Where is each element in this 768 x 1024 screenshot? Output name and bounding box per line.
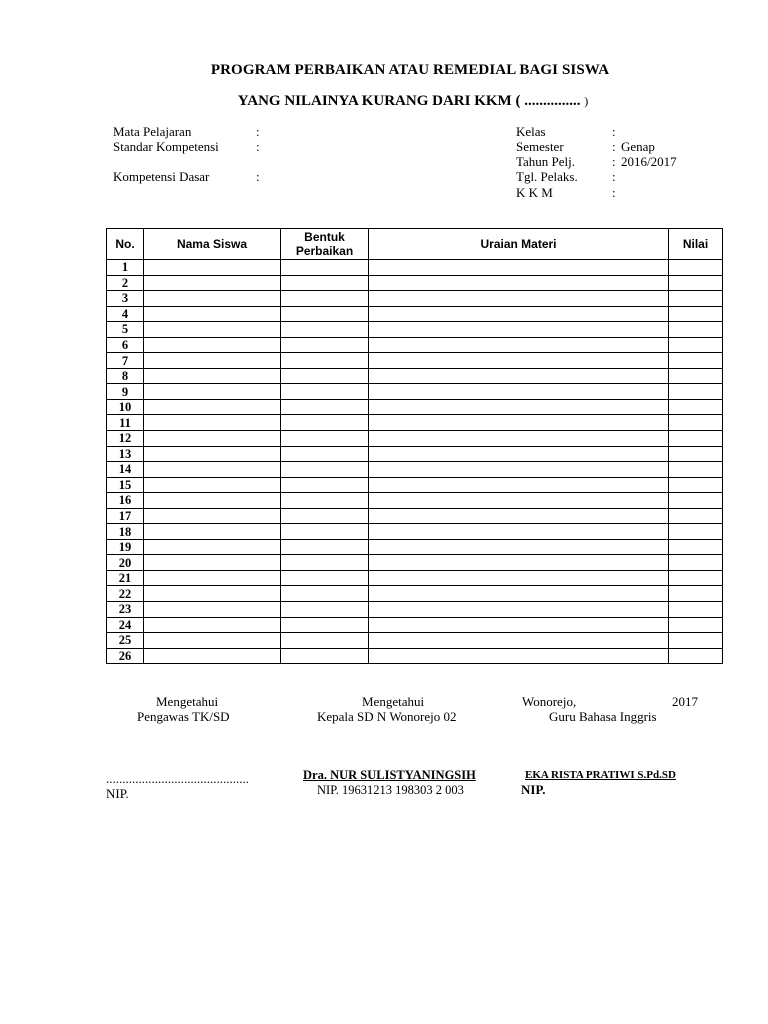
cell-nama-siswa[interactable] (144, 322, 281, 338)
info-standar-kompetensi (113, 139, 219, 154)
cell-nama-siswa[interactable] (144, 462, 281, 478)
cell-bentuk-perbaikan[interactable] (281, 260, 369, 276)
cell-bentuk-perbaikan[interactable] (281, 633, 369, 649)
cell-nama-siswa[interactable] (144, 477, 281, 493)
cell-nilai[interactable] (669, 633, 723, 649)
cell-uraian-materi[interactable] (369, 399, 669, 415)
cell-nama-siswa[interactable] (144, 275, 281, 291)
info-label: Kompetensi Dasar (113, 169, 210, 184)
cell-nilai[interactable] (669, 462, 723, 478)
cell-nama-siswa[interactable] (144, 555, 281, 571)
cell-uraian-materi[interactable] (369, 555, 669, 571)
row-number: 3 (107, 291, 144, 307)
table-row (107, 260, 723, 276)
cell-nilai[interactable] (669, 384, 723, 400)
header-nama-siswa: Nama Siswa (144, 229, 281, 260)
cell-nama-siswa[interactable] (144, 431, 281, 447)
cell-bentuk-perbaikan[interactable] (281, 617, 369, 633)
cell-nama-siswa[interactable] (144, 508, 281, 524)
info-label-tgl: Tgl. Pelaks. (516, 169, 578, 184)
cell-bentuk-perbaikan[interactable] (281, 353, 369, 369)
sig-right-place: Wonorejo, (522, 694, 577, 709)
table-row (107, 446, 723, 462)
table-row (107, 602, 723, 618)
table-row (107, 555, 723, 571)
cell-nilai[interactable] (669, 306, 723, 322)
remedial-table (106, 228, 723, 664)
cell-uraian-materi[interactable] (369, 415, 669, 431)
row-number: 7 (107, 353, 144, 369)
info-label: Standar Kompetensi (113, 139, 219, 154)
sig-right-name: EKA RISTA PRATIWI S.Pd.SD (525, 769, 676, 781)
table-row (107, 493, 723, 509)
cell-nama-siswa[interactable] (144, 353, 281, 369)
subtitle-close-paren: ) (584, 94, 589, 108)
info-label: Mata Pelajaran (113, 124, 192, 139)
row-number: 14 (107, 462, 144, 478)
cell-nilai[interactable] (669, 322, 723, 338)
info-value-tahun: 2016/2017 (621, 154, 677, 169)
cell-uraian-materi[interactable] (369, 633, 669, 649)
info-sep: : (256, 124, 260, 139)
document-subtitle (0, 93, 768, 110)
subtitle-text: YANG NILAINYA KURANG DARI KKM ( ............... (237, 93, 581, 109)
cell-nilai[interactable] (669, 555, 723, 571)
table-row (107, 462, 723, 478)
row-number: 18 (107, 524, 144, 540)
sig-right-year: 2017 (672, 694, 698, 709)
cell-nilai[interactable] (669, 477, 723, 493)
header-no: No. (107, 229, 144, 260)
row-number: 23 (107, 602, 144, 618)
row-number: 2 (107, 275, 144, 291)
table-row (107, 306, 723, 322)
cell-nama-siswa[interactable] (144, 586, 281, 602)
table-row (107, 633, 723, 649)
cell-nilai[interactable] (669, 368, 723, 384)
cell-nilai[interactable] (669, 415, 723, 431)
table-row (107, 586, 723, 602)
cell-bentuk-perbaikan[interactable] (281, 477, 369, 493)
cell-nilai[interactable] (669, 291, 723, 307)
info-sep: : (256, 169, 260, 184)
table-row (107, 322, 723, 338)
cell-uraian-materi[interactable] (369, 384, 669, 400)
table-row (107, 431, 723, 447)
sig-middle-nip: NIP. 19631213 198303 2 003 (317, 783, 464, 797)
cell-nama-siswa[interactable] (144, 446, 281, 462)
info-kompetensi-dasar (113, 169, 209, 184)
cell-nama-siswa[interactable] (144, 415, 281, 431)
cell-bentuk-perbaikan[interactable] (281, 399, 369, 415)
table-row (107, 384, 723, 400)
cell-nama-siswa[interactable] (144, 633, 281, 649)
row-number: 5 (107, 322, 144, 338)
cell-uraian-materi[interactable] (369, 446, 669, 462)
row-number: 26 (107, 648, 144, 664)
row-number: 20 (107, 555, 144, 571)
info-sep: : (612, 124, 616, 139)
cell-nama-siswa[interactable] (144, 570, 281, 586)
row-number: 8 (107, 368, 144, 384)
cell-bentuk-perbaikan[interactable] (281, 368, 369, 384)
header-bentuk-perbaikan: Bentuk Perbaikan (281, 229, 369, 260)
cell-bentuk-perbaikan[interactable] (281, 337, 369, 353)
table-row (107, 275, 723, 291)
info-sep: : (612, 169, 616, 184)
row-number: 19 (107, 539, 144, 555)
row-number: 24 (107, 617, 144, 633)
sig-left-line2: Pengawas TK/SD (137, 709, 230, 724)
cell-uraian-materi[interactable] (369, 648, 669, 664)
cell-uraian-materi[interactable] (369, 291, 669, 307)
row-number: 25 (107, 633, 144, 649)
cell-uraian-materi[interactable] (369, 275, 669, 291)
cell-bentuk-perbaikan[interactable] (281, 446, 369, 462)
sig-right-nip: NIP. (521, 782, 546, 797)
cell-uraian-materi[interactable] (369, 368, 669, 384)
table-row (107, 539, 723, 555)
row-number: 1 (107, 260, 144, 276)
cell-uraian-materi[interactable] (369, 260, 669, 276)
cell-nilai[interactable] (669, 586, 723, 602)
cell-uraian-materi[interactable] (369, 477, 669, 493)
table-row (107, 368, 723, 384)
cell-nama-siswa[interactable] (144, 337, 281, 353)
cell-nama-siswa[interactable] (144, 602, 281, 618)
cell-bentuk-perbaikan[interactable] (281, 493, 369, 509)
row-number: 13 (107, 446, 144, 462)
cell-nilai[interactable] (669, 539, 723, 555)
info-value-semester: Genap (621, 139, 655, 154)
cell-bentuk-perbaikan[interactable] (281, 431, 369, 447)
sig-middle-name: Dra. NUR SULISTYANINGSIH (303, 768, 476, 782)
cell-nilai[interactable] (669, 446, 723, 462)
cell-nama-siswa[interactable] (144, 617, 281, 633)
info-sep: : (612, 154, 616, 169)
cell-nilai[interactable] (669, 648, 723, 664)
cell-uraian-materi[interactable] (369, 306, 669, 322)
cell-nama-siswa[interactable] (144, 524, 281, 540)
cell-nama-siswa[interactable] (144, 384, 281, 400)
cell-uraian-materi[interactable] (369, 508, 669, 524)
table-row (107, 415, 723, 431)
cell-bentuk-perbaikan[interactable] (281, 555, 369, 571)
cell-nama-siswa[interactable] (144, 260, 281, 276)
header-uraian-materi: Uraian Materi (369, 229, 669, 260)
row-number: 9 (107, 384, 144, 400)
table-row (107, 508, 723, 524)
info-label-kelas: Kelas (516, 124, 546, 139)
cell-bentuk-perbaikan[interactable] (281, 648, 369, 664)
cell-nilai[interactable] (669, 353, 723, 369)
header-nilai: Nilai (669, 229, 723, 260)
cell-bentuk-perbaikan[interactable] (281, 384, 369, 400)
cell-bentuk-perbaikan[interactable] (281, 306, 369, 322)
row-number: 11 (107, 415, 144, 431)
cell-nilai[interactable] (669, 602, 723, 618)
cell-uraian-materi[interactable] (369, 493, 669, 509)
info-sep: : (256, 139, 260, 154)
cell-nilai[interactable] (669, 524, 723, 540)
cell-nama-siswa[interactable] (144, 539, 281, 555)
cell-bentuk-perbaikan[interactable] (281, 275, 369, 291)
cell-nilai[interactable] (669, 275, 723, 291)
info-mata-pelajaran (113, 124, 191, 139)
sig-left-nip: NIP. (106, 786, 129, 801)
table-row (107, 570, 723, 586)
cell-bentuk-perbaikan[interactable] (281, 539, 369, 555)
info-sep: : (612, 139, 616, 154)
cell-bentuk-perbaikan[interactable] (281, 508, 369, 524)
cell-uraian-materi[interactable] (369, 524, 669, 540)
cell-uraian-materi[interactable] (369, 617, 669, 633)
cell-uraian-materi[interactable] (369, 539, 669, 555)
cell-nama-siswa[interactable] (144, 368, 281, 384)
cell-nilai[interactable] (669, 260, 723, 276)
cell-bentuk-perbaikan[interactable] (281, 524, 369, 540)
table-row (107, 648, 723, 664)
info-sep: : (612, 185, 616, 200)
cell-uraian-materi[interactable] (369, 602, 669, 618)
row-number: 10 (107, 399, 144, 415)
row-number: 16 (107, 493, 144, 509)
row-number: 12 (107, 431, 144, 447)
row-number: 4 (107, 306, 144, 322)
cell-nama-siswa[interactable] (144, 291, 281, 307)
cell-nilai[interactable] (669, 570, 723, 586)
cell-uraian-materi[interactable] (369, 322, 669, 338)
cell-bentuk-perbaikan[interactable] (281, 322, 369, 338)
cell-bentuk-perbaikan[interactable] (281, 291, 369, 307)
document-title: PROGRAM PERBAIKAN ATAU REMEDIAL BAGI SISWA (210, 62, 610, 78)
cell-bentuk-perbaikan[interactable] (281, 570, 369, 586)
cell-nama-siswa[interactable] (144, 648, 281, 664)
cell-nilai[interactable] (669, 431, 723, 447)
cell-bentuk-perbaikan[interactable] (281, 462, 369, 478)
table-row (107, 399, 723, 415)
cell-uraian-materi[interactable] (369, 337, 669, 353)
info-label-semester: Semester (516, 139, 564, 154)
cell-nilai[interactable] (669, 399, 723, 415)
row-number: 6 (107, 337, 144, 353)
cell-nama-siswa[interactable] (144, 399, 281, 415)
cell-bentuk-perbaikan[interactable] (281, 586, 369, 602)
sig-middle-line1: Mengetahui (362, 694, 425, 709)
table-row (107, 337, 723, 353)
table-header-row (107, 229, 723, 260)
row-number: 21 (107, 570, 144, 586)
table-row (107, 291, 723, 307)
cell-nilai[interactable] (669, 493, 723, 509)
cell-bentuk-perbaikan[interactable] (281, 415, 369, 431)
row-number: 22 (107, 586, 144, 602)
info-label-kkm: K K M (516, 185, 553, 200)
sig-right-line2: Guru Bahasa Inggris (549, 709, 657, 724)
info-label-tahun: Tahun Pelj. (516, 154, 576, 169)
row-number: 17 (107, 508, 144, 524)
cell-bentuk-perbaikan[interactable] (281, 602, 369, 618)
table-row (107, 617, 723, 633)
row-number: 15 (107, 477, 144, 493)
table-row (107, 353, 723, 369)
cell-uraian-materi[interactable] (369, 431, 669, 447)
cell-nama-siswa[interactable] (144, 493, 281, 509)
table-body (107, 260, 723, 664)
sig-left-name-line: ............................................ (106, 771, 249, 786)
table-row (107, 524, 723, 540)
cell-nilai[interactable] (669, 337, 723, 353)
sig-middle-line2: Kepala SD N Wonorejo 02 (317, 709, 457, 724)
sig-left-line1: Mengetahui (156, 694, 219, 709)
cell-uraian-materi[interactable] (369, 462, 669, 478)
cell-uraian-materi[interactable] (369, 570, 669, 586)
cell-uraian-materi[interactable] (369, 353, 669, 369)
cell-uraian-materi[interactable] (369, 586, 669, 602)
table-row (107, 477, 723, 493)
cell-nama-siswa[interactable] (144, 306, 281, 322)
cell-nilai[interactable] (669, 617, 723, 633)
cell-nilai[interactable] (669, 508, 723, 524)
